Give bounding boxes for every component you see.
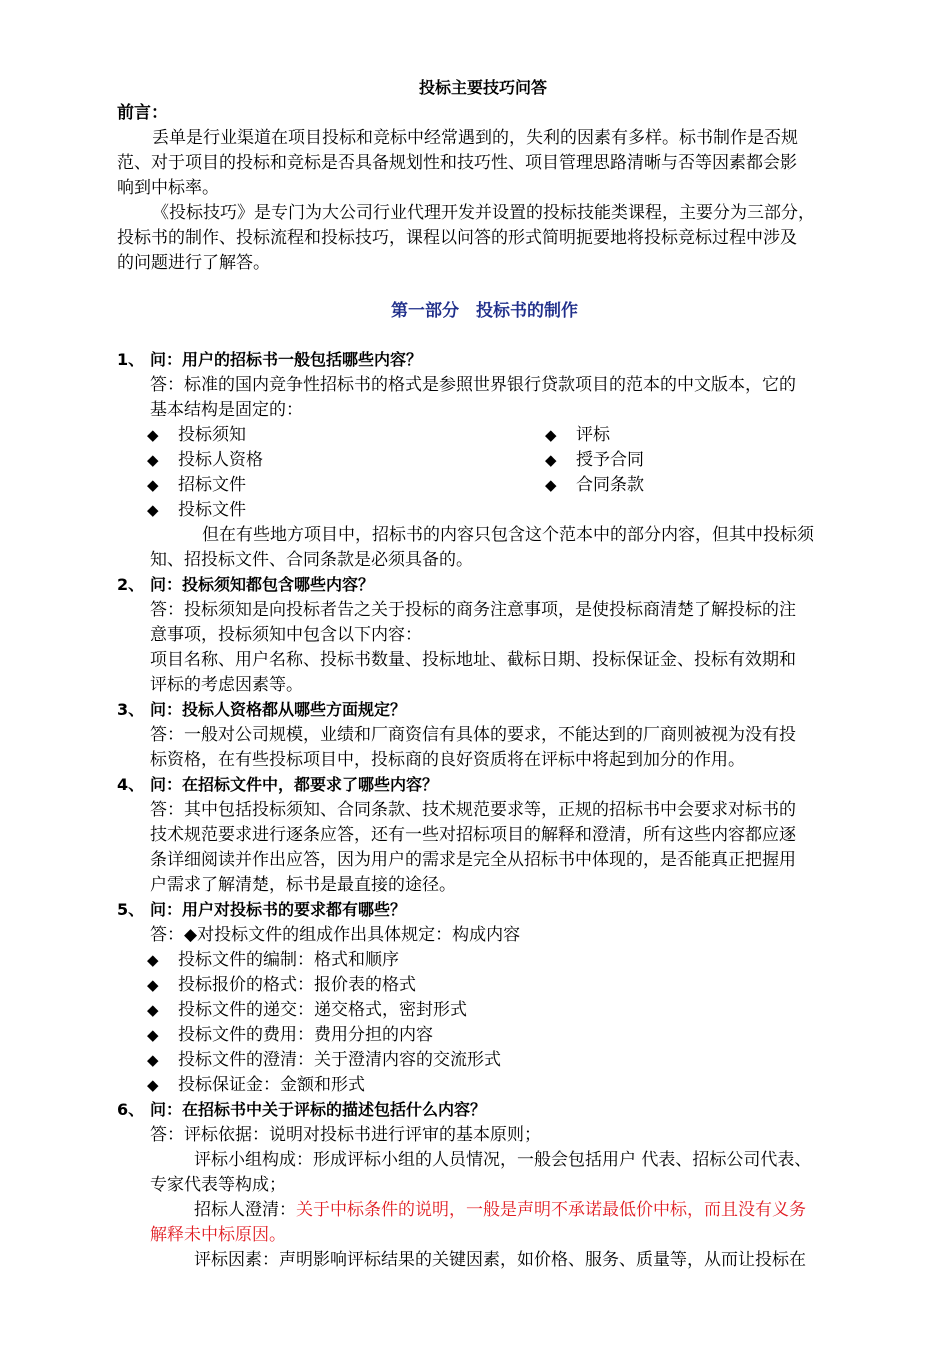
list-item xyxy=(147,998,467,1022)
answer-line: 答：其中包括投标须知、合同条款、技术规范要求等，正规的招标书中会要求对标书的 xyxy=(150,800,796,820)
bullet-diamond-icon: ◆ xyxy=(147,501,159,519)
bullet-diamond-icon: ◆ xyxy=(545,451,557,469)
list-item-text: 投标文件的费用：费用分担的内容 xyxy=(178,1025,433,1045)
answer-line: 评标因素：声明影响评标结果的关键因素，如价格、服务、质量等，从而让投标在 xyxy=(194,1250,806,1270)
answer-line xyxy=(194,1198,806,1222)
answer-line: 评标的考虑因素等。 xyxy=(150,675,303,695)
bullet-diamond-icon: ◆ xyxy=(147,1076,159,1094)
list-item xyxy=(147,473,246,497)
answer-line: 基本结构是固定的： xyxy=(150,400,303,420)
answer-line: 答：评标依据：说明对投标书进行评审的基本原则； xyxy=(150,1125,541,1145)
answer-line: 技术规范要求进行逐条应答，还有一些对招标项目的解释和澄清，所有这些内容都应逐 xyxy=(150,825,796,845)
preface-heading: 前言： xyxy=(117,103,168,123)
bullet-diamond-icon: ◆ xyxy=(147,976,159,994)
answer-line: 知、招投标文件、合同条款是必须具备的。 xyxy=(150,550,473,570)
question-number: 1、 xyxy=(117,350,145,369)
list-item xyxy=(545,423,610,447)
list-item xyxy=(545,448,644,472)
clarify-label: 招标人澄清： xyxy=(194,1200,296,1220)
question-text: 问：在招标文件中，都要求了哪些内容？ xyxy=(150,775,439,794)
doc-title: 投标主要技巧问答 xyxy=(419,78,548,97)
question-text: 问：投标人资格都从哪些方面规定？ xyxy=(150,700,407,719)
question-text: 问：用户的招标书一般包括哪些内容？ xyxy=(150,350,423,369)
bullet-diamond-icon: ◆ xyxy=(147,1001,159,1019)
question-text: 问：在招标书中关于评标的描述包括什么内容？ xyxy=(150,1100,487,1119)
bullet-diamond-icon: ◆ xyxy=(147,1026,159,1044)
question-number: 2、 xyxy=(117,575,145,594)
bullet-diamond-icon: ◆ xyxy=(545,426,557,444)
answer-line: 意事项，投标须知中包含以下内容： xyxy=(150,625,422,645)
list-item-text: 投标文件的递交：递交格式，密封形式 xyxy=(178,1000,467,1020)
preface-line: 的问题进行了解答。 xyxy=(117,253,270,273)
question-text: 问：投标须知都包含哪些内容？ xyxy=(150,575,375,594)
bullet-diamond-icon: ◆ xyxy=(147,426,159,444)
bullet-diamond-icon: ◆ xyxy=(147,1051,159,1069)
answer-line: 评标小组构成：形成评标小组的人员情况，一般会包括用户 代表、招标公司代表、 xyxy=(194,1150,812,1170)
question-number: 5、 xyxy=(117,900,145,919)
preface-line: 投标书的制作、投标流程和投标技巧，课程以问答的形式简明扼要地将投标竞标过程中涉及 xyxy=(117,228,797,248)
list-item xyxy=(147,423,246,447)
preface-line: 《投标技巧》是专门为大公司行业代理开发并设置的投标技能类课程，主要分为三部分， xyxy=(152,203,815,223)
list-item xyxy=(147,1073,365,1097)
list-item-text: 投标保证金：金额和形式 xyxy=(178,1075,365,1095)
question-number: 6、 xyxy=(117,1100,145,1119)
highlighted-text: 解释未中标原因。 xyxy=(150,1225,286,1245)
list-item-text: 投标人资格 xyxy=(178,450,263,470)
answer-line: 项目名称、用户名称、投标书数量、投标地址、截标日期、投标保证金、投标有效期和 xyxy=(150,650,796,670)
list-item xyxy=(147,1048,501,1072)
answer-line: 答：投标须知是向投标者告之关于投标的商务注意事项，是使投标商清楚了解投标的注 xyxy=(150,600,796,620)
answer-line: 标资格，在有些投标项目中，投标商的良好资质将在评标中将起到加分的作用。 xyxy=(150,750,745,770)
list-item-text: 投标文件 xyxy=(178,500,246,520)
answer-line: 专家代表等构成； xyxy=(150,1175,286,1195)
list-item xyxy=(147,498,246,522)
list-item-text: 投标报价的格式：报价表的格式 xyxy=(178,975,416,995)
answer-line: 答：标准的国内竞争性招标书的格式是参照世界银行贷款项目的范本的中文版本，它的 xyxy=(150,375,796,395)
list-item xyxy=(147,1023,433,1047)
answer-line: 但在有些地方项目中，招标书的内容只包含这个范本中的部分内容，但其中投标须 xyxy=(202,525,814,545)
list-item-text: 授予合同 xyxy=(576,450,644,470)
answer-line: 答：一般对公司规模，业绩和厂商资信有具体的要求，不能达到的厂商则被视为没有投 xyxy=(150,725,796,745)
question-number: 4、 xyxy=(117,775,145,794)
list-item xyxy=(545,473,644,497)
answer-line: 户需求了解清楚，标书是最直接的途径。 xyxy=(150,875,456,895)
bullet-diamond-icon: ◆ xyxy=(147,476,159,494)
list-item-text: 招标文件 xyxy=(178,475,246,495)
section-heading: 第一部分 投标书的制作 xyxy=(391,301,578,321)
list-item xyxy=(147,448,263,472)
preface-line: 范、对于项目的投标和竞标是否具备规划性和技巧性、项目管理思路清晰与否等因素都会影 xyxy=(117,153,797,173)
list-item-text: 投标须知 xyxy=(178,425,246,445)
bullet-diamond-icon: ◆ xyxy=(147,951,159,969)
answer-line: 答：◆对投标文件的组成作出具体规定：构成内容 xyxy=(150,925,521,945)
question-number: 3、 xyxy=(117,700,145,719)
list-item-text: 评标 xyxy=(576,425,610,445)
preface-line: 响到中标率。 xyxy=(117,178,219,198)
list-item xyxy=(147,973,416,997)
list-item-text: 投标文件的编制：格式和顺序 xyxy=(178,950,399,970)
list-item-text: 合同条款 xyxy=(576,475,644,495)
highlighted-text: 关于中标条件的说明，一般是声明不承诺最低价中标，而且没有义务 xyxy=(296,1200,806,1220)
list-item-text: 投标文件的澄清：关于澄清内容的交流形式 xyxy=(178,1050,501,1070)
list-item xyxy=(147,948,399,972)
preface-line: 丢单是行业渠道在项目投标和竞标中经常遇到的，失利的因素有多样。标书制作是否规 xyxy=(152,128,798,148)
bullet-diamond-icon: ◆ xyxy=(545,476,557,494)
bullet-diamond-icon: ◆ xyxy=(147,451,159,469)
answer-line: 条详细阅读并作出应答，因为用户的需求是完全从招标书中体现的，是否能真正把握用 xyxy=(150,850,796,870)
question-text: 问：用户对投标书的要求都有哪些？ xyxy=(150,900,407,919)
